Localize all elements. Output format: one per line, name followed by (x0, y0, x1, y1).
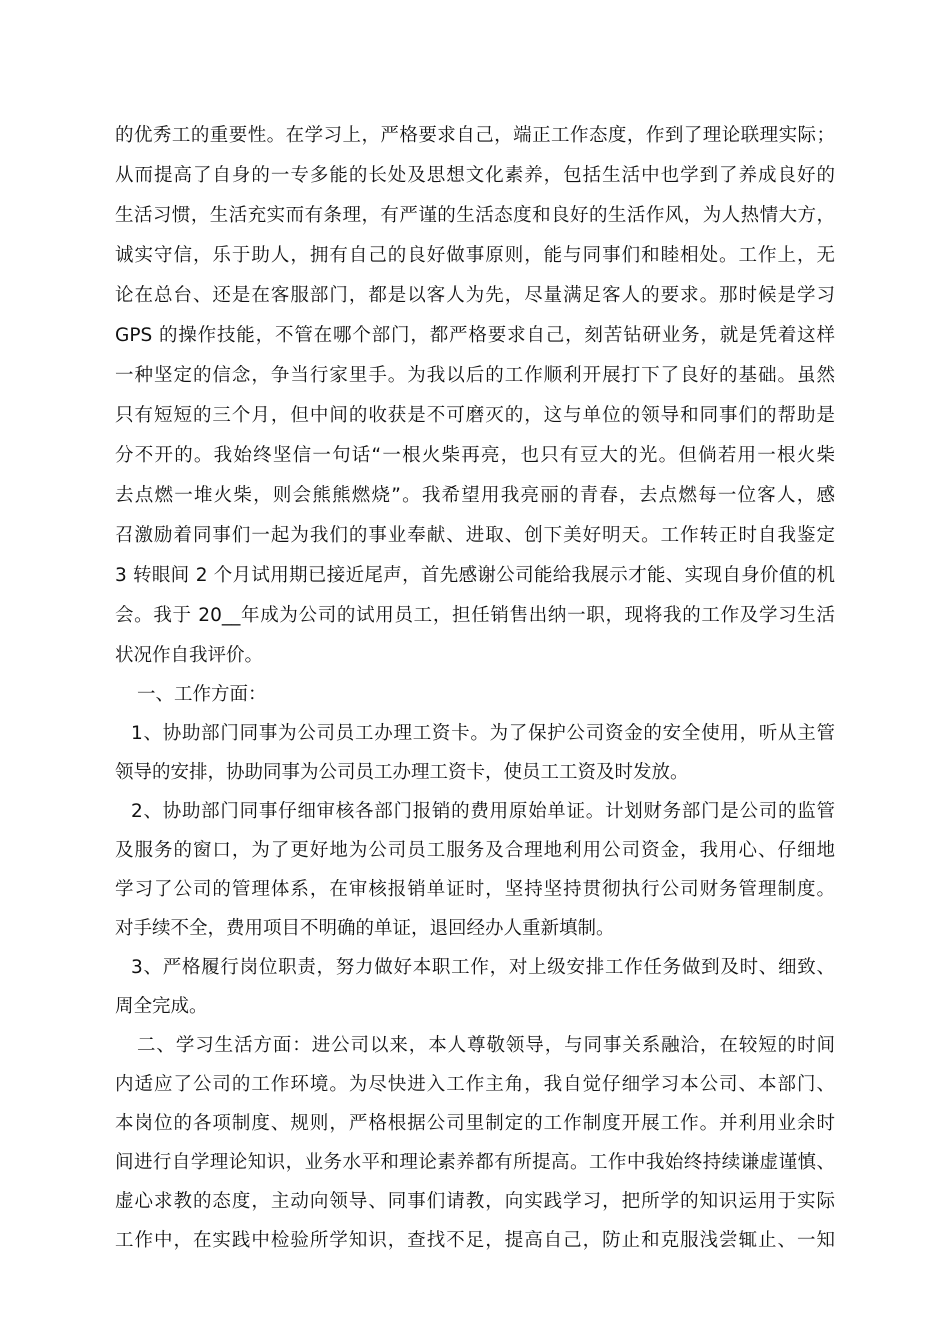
text-line: 1、协助部门同事为公司员工办理工资卡。为了保护公司资金的安全使用，听从主管 (131, 723, 835, 744)
text-line: 3、严格履行岗位职责，努力做好本职工作，对上级安排工作任务做到及时、细致、 (131, 957, 835, 978)
section-heading: 二、学习生活方面：进公司以来，本人尊敬领导，与同事关系融洽，在较短的时间 (137, 1035, 835, 1056)
text-line: 诚实守信，乐于助人，拥有自己的良好做事原则，能与同事们和睦相处。工作上，无 (115, 245, 835, 266)
text-line: 内适应了公司的工作环境。为尽快进入工作主角，我自觉仔细学习本公司、本部门、 (115, 1074, 835, 1095)
text-line: 学习了公司的管理体系，在审核报销单证时，坚持坚持贯彻执行公司财务管理制度。 (115, 879, 835, 900)
text-line: 3 转眼间 2 个月试用期已接近尾声，首先感谢公司能给我展示才能、实现自身价值的机 (115, 565, 835, 586)
text-line: 领导的安排，协助同事为公司员工办理工资卡，使员工工资及时发放。 (115, 762, 689, 783)
text-line: 只有短短的三个月，但中间的收获是不可磨灭的，这与单位的领导和同事们的帮助是 (115, 405, 835, 426)
text-line: 一种坚定的信念，争当行家里手。为我以后的工作顺利开展打下了良好的基础。虽然 (115, 365, 835, 386)
text-line: 状况作自我评价。 (115, 645, 264, 666)
text-line: 论在总台、还是在客服部门，都是以客人为先，尽量满足客人的要求。那时候是学习 (115, 285, 835, 306)
text-line: 2、协助部门同事仔细审核各部门报销的费用原始单证。计划财务部门是公司的监管 (131, 801, 835, 822)
text-line: 的优秀工的重要性。在学习上，严格要求自己，端正工作态度，作到了理论联理实际； (115, 125, 835, 146)
text-line: 本岗位的各项制度、规则，严格根据公司里制定的工作制度开展工作。并利用业余时 (115, 1113, 835, 1134)
text-line: 从而提高了自身的一专多能的长处及思想文化素养，包括生活中也学到了养成良好的 (115, 165, 835, 186)
text-line: 生活习惯，生活充实而有条理，有严谨的生活态度和良好的生活作风，为人热情大方， (115, 205, 835, 226)
text-line: 虚心求教的态度，主动向领导、同事们请教，向实践学习，把所学的知识运用于实际 (115, 1191, 835, 1212)
text-line: 周全完成。 (115, 996, 208, 1017)
text-line: GPS 的操作技能，不管在哪个部门，都严格要求自己，刻苦钻研业务，就是凭着这样 (115, 325, 835, 346)
text-line: 会。我于 20__年成为公司的试用员工，担任销售出纳一职，现将我的工作及学习生活 (115, 605, 835, 626)
section-heading: 一、工作方面： (137, 684, 267, 705)
text-line: 及服务的窗口，为了更好地为公司员工服务及合理地利用公司资金，我用心、仔细地 (115, 840, 835, 861)
text-line: 去点燃一堆火柴，则会熊熊燃烧”。我希望用我亮丽的青春，去点燃每一位客人，感 (115, 485, 835, 506)
text-line: 间进行自学理论知识，业务水平和理论素养都有所提高。工作中我始终持续谦虚谨慎、 (115, 1152, 835, 1173)
text-line: 召激励着同事们一起为我们的事业奉献、进取、创下美好明天。工作转正时自我鉴定 (115, 525, 835, 546)
text-line: 对手续不全，费用项目不明确的单证，退回经办人重新填制。 (115, 918, 615, 939)
text-line: 分不开的。我始终坚信一句话“一根火柴再亮，也只有豆大的光。但倘若用一根火柴 (115, 445, 835, 466)
text-line: 工作中，在实践中检验所学知识，查找不足，提高自己，防止和克服浅尝辄止、一知 (115, 1230, 835, 1251)
